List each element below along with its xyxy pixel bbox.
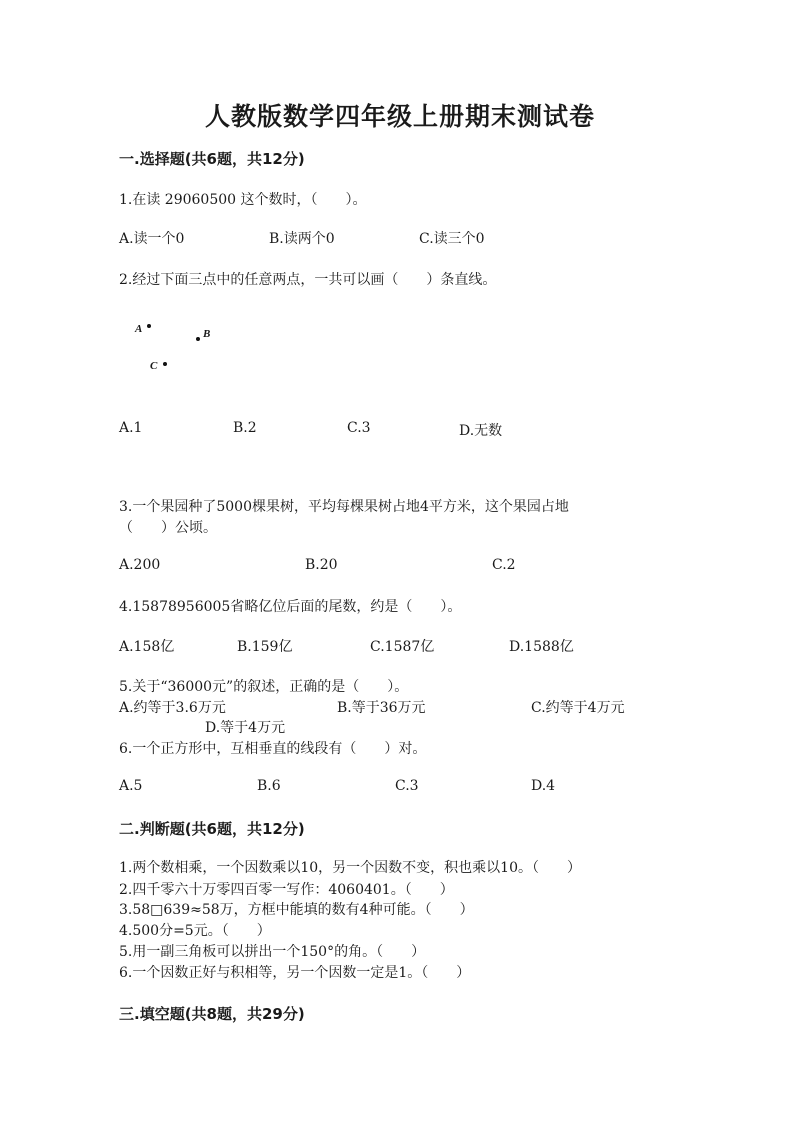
question-stem: 3.一个果园种了5000棵果树，平均每棵果树占地4平方米，这个果园占地: [119, 499, 569, 515]
judge-item: 4.500分=5元。（ ）: [119, 923, 271, 939]
question-stem: 6.一个正方形中，互相垂直的线段有（ ）对。: [119, 741, 427, 757]
option: B.等于36万元: [337, 700, 426, 716]
option: B.读两个0: [269, 231, 335, 247]
point-c-dot: [163, 362, 167, 366]
option: C.3: [347, 420, 371, 436]
judge-item: 3.58□639≈58万，方框中能填的数有4种可能。（ ）: [119, 902, 474, 918]
section-heading-choice: 一.选择题(共6题，共12分): [119, 150, 305, 168]
question-stem-cont: （ ）公顷。: [119, 520, 217, 536]
option: A.约等于3.6万元: [119, 700, 226, 716]
judge-item: 5.用一副三角板可以拼出一个150°的角。（ ）: [119, 944, 426, 960]
option: A.158亿: [119, 639, 175, 655]
question-stem: 1.在读 29060500 这个数时，（ ）。: [119, 192, 367, 208]
option: C.2: [492, 557, 516, 573]
option: D.等于4万元: [205, 720, 286, 736]
judge-item: 2.四千零六十万零四百零一写作：4060401。（ ）: [119, 882, 454, 898]
option: C.约等于4万元: [531, 700, 625, 716]
option: D.1588亿: [509, 639, 574, 655]
option: D.无数: [459, 423, 503, 439]
point-label-b: B: [203, 328, 211, 340]
option: B.6: [257, 778, 281, 794]
option: A.5: [119, 778, 143, 794]
option: B.159亿: [237, 639, 293, 655]
option: B.20: [305, 557, 338, 573]
option: A.200: [119, 557, 161, 573]
section-heading-fill: 三.填空题(共8题，共29分): [119, 1005, 305, 1023]
question-stem: 4.15878956005省略亿位后面的尾数，约是（ ）。: [119, 599, 462, 615]
option: B.2: [233, 420, 257, 436]
point-a-dot: [147, 324, 151, 328]
option: D.4: [531, 778, 556, 794]
point-b-dot: [196, 337, 200, 341]
page-title: 人教版数学四年级上册期末测试卷: [204, 102, 595, 131]
question-stem: 5.关于“36000元”的叙述，正确的是（ ）。: [119, 679, 409, 695]
judge-item: 6.一个因数正好与积相等，另一个因数一定是1。（ ）: [119, 965, 471, 981]
option: A.1: [119, 420, 143, 436]
point-label-c: C: [150, 360, 158, 372]
option: C.读三个0: [419, 231, 485, 247]
option: A.读一个0: [119, 231, 185, 247]
judge-item: 1.两个数相乘，一个因数乘以10，另一个因数不变，积也乘以10。（ ）: [119, 860, 581, 876]
option: C.1587亿: [370, 639, 435, 655]
section-heading-judge: 二.判断题(共6题，共12分): [119, 820, 305, 838]
option: C.3: [395, 778, 419, 794]
question-stem: 2.经过下面三点中的任意两点，一共可以画（ ）条直线。: [119, 272, 497, 288]
point-label-a: A: [135, 323, 143, 335]
